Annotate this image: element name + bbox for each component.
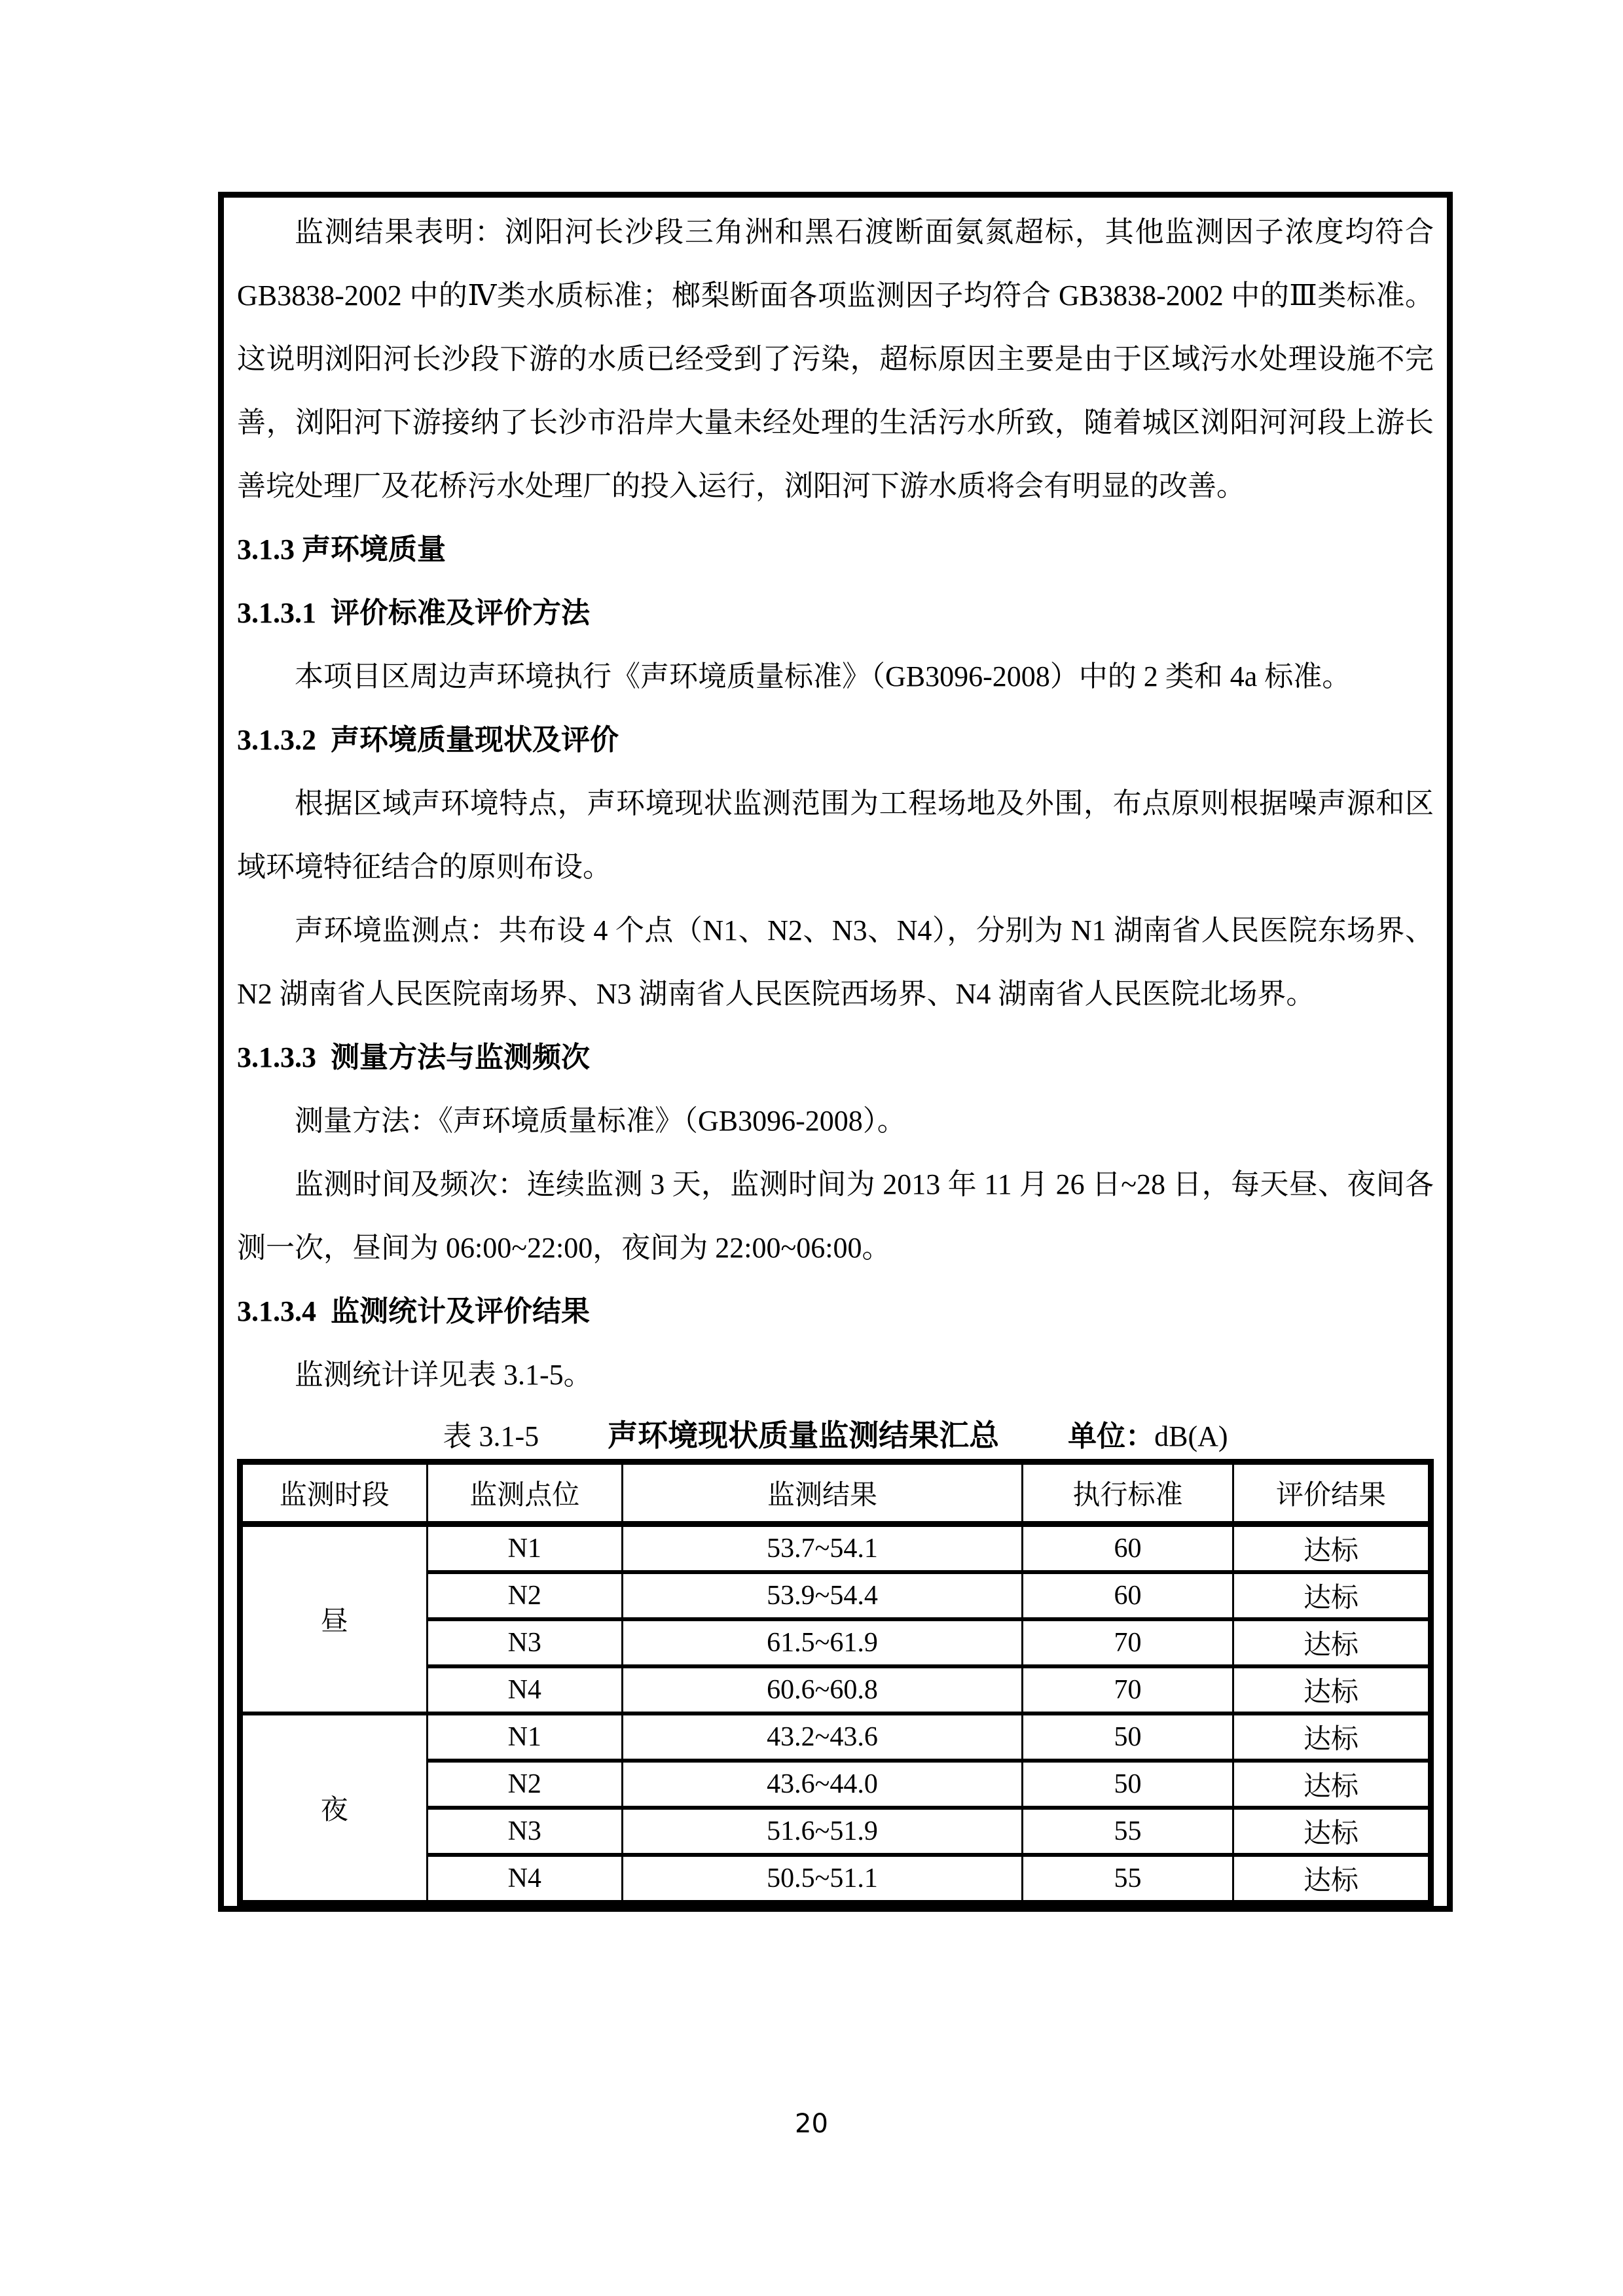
result-cell: 50.5~51.1	[622, 1855, 1022, 1903]
period-cell-day: 昼	[240, 1524, 428, 1714]
result-cell: 43.2~43.6	[622, 1713, 1022, 1761]
paragraph-monitoring-scope: 根据区域声环境特点，声环境现状监测范围为工程场地及外围，布点原则根据噪声源和区域环境特征结合的原则布设。	[237, 787, 1434, 883]
paragraph-measurement-method: 测量方法：《声环境质量标准》（GB3096-2008）。	[295, 1105, 906, 1137]
column-header-assessment: 评价结果	[1233, 1462, 1431, 1524]
point-cell: N2	[427, 1572, 622, 1619]
standard-cell: 60	[1023, 1524, 1233, 1573]
result-cell: 53.7~54.1	[622, 1524, 1022, 1573]
paragraph-water-quality-results: 监测结果表明：浏阳河长沙段三角洲和黑石渡断面氨氮超标，其他监测因子浓度均符合 GB3838-2002 中的Ⅳ类水质标准；榔梨断面各项监测因子均符合 GB3838-2002 中的Ⅲ类标准。这说明浏阳河长沙段下游的水质已经受到了污染，超标原因主要是由于区域污水处理设施不完善，浏阳河下游接纳了长沙市沿岸大量未经处理的生活污水所致，随着城区浏阳河河段上游长善垸处理厂及花桥污水处理厂的投入运行，浏阳河下游水质将会有明显的改善。	[237, 216, 1434, 502]
heading-3-1-3-acoustic-environment: 3.1.3 声环境质量	[237, 533, 446, 565]
table-unit-value: dB(A)	[1154, 1420, 1228, 1452]
result-cell: 53.9~54.4	[622, 1572, 1022, 1619]
heading-3-1-3-2-noise-status: 3.1.3.2 声环境质量现状及评价	[237, 724, 619, 756]
paragraph-see-table: 监测统计详见表 3.1-5。	[295, 1359, 593, 1391]
table-caption-title: 声环境现状质量监测结果汇总	[608, 1418, 1000, 1453]
result-cell: 43.6~44.0	[622, 1761, 1022, 1808]
table-caption-unit	[1068, 1412, 1228, 1454]
table-unit-label: 单位：	[1068, 1420, 1155, 1453]
table-row	[240, 1524, 1431, 1573]
assessment-cell: 达标	[1233, 1524, 1431, 1573]
period-cell-night: 夜	[240, 1713, 428, 1903]
standard-cell: 70	[1023, 1666, 1233, 1713]
point-cell: N2	[427, 1761, 622, 1808]
paragraph-noise-standard: 本项目区周边声环境执行《声环境质量标准》（GB3096-2008）中的 2 类和 4a 标准。	[295, 660, 1351, 692]
assessment-cell: 达标	[1233, 1808, 1431, 1855]
heading-3-1-3-4-statistics-results: 3.1.3.4 监测统计及评价结果	[237, 1295, 590, 1327]
assessment-cell: 达标	[1233, 1666, 1431, 1713]
point-cell: N1	[427, 1713, 622, 1761]
assessment-cell: 达标	[1233, 1572, 1431, 1619]
assessment-cell: 达标	[1233, 1619, 1431, 1666]
noise-monitoring-table	[237, 1459, 1434, 1906]
column-header-point: 监测点位	[427, 1462, 622, 1524]
assessment-cell: 达标	[1233, 1713, 1431, 1761]
table-header-row	[240, 1462, 1431, 1524]
page-number: 20	[795, 2109, 828, 2139]
column-header-standard: 执行标准	[1023, 1462, 1233, 1524]
result-cell: 61.5~61.9	[622, 1619, 1022, 1666]
point-cell: N3	[427, 1808, 622, 1855]
table-caption-number: 表 3.1-5	[443, 1420, 539, 1452]
result-cell: 60.6~60.8	[622, 1666, 1022, 1713]
paragraph-monitoring-time: 监测时间及频次：连续监测 3 天，监测时间为 2013 年 11 月 26 日~28 日，每天昼、夜间各测一次，昼间为 06:00~22:00，夜间为 22:00~06:00。	[237, 1168, 1434, 1264]
column-header-result: 监测结果	[622, 1462, 1022, 1524]
standard-cell: 55	[1023, 1808, 1233, 1855]
heading-3-1-3-3-measurement-method: 3.1.3.3 测量方法与监测频次	[237, 1041, 590, 1073]
point-cell: N4	[427, 1855, 622, 1903]
point-cell: N1	[427, 1524, 622, 1573]
column-header-period: 监测时段	[240, 1462, 428, 1524]
assessment-cell: 达标	[1233, 1761, 1431, 1808]
heading-3-1-3-1-evaluation-standard: 3.1.3.1 评价标准及评价方法	[237, 597, 590, 629]
standard-cell: 50	[1023, 1761, 1233, 1808]
assessment-cell: 达标	[1233, 1855, 1431, 1903]
content-frame	[218, 192, 1453, 1912]
standard-cell: 60	[1023, 1572, 1233, 1619]
standard-cell: 50	[1023, 1713, 1233, 1761]
table-row	[240, 1713, 1431, 1761]
standard-cell: 70	[1023, 1619, 1233, 1666]
point-cell: N4	[427, 1666, 622, 1713]
table-caption	[237, 1408, 1434, 1459]
point-cell: N3	[427, 1619, 622, 1666]
standard-cell: 55	[1023, 1855, 1233, 1903]
result-cell: 51.6~51.9	[622, 1808, 1022, 1855]
paragraph-monitoring-points: 声环境监测点：共布设 4 个点（N1、N2、N3、N4），分别为 N1 湖南省人民医院东场界、N2 湖南省人民医院南场界、N3 湖南省人民医院西场界、N4 湖南省人民医院北场界。	[237, 914, 1434, 1010]
